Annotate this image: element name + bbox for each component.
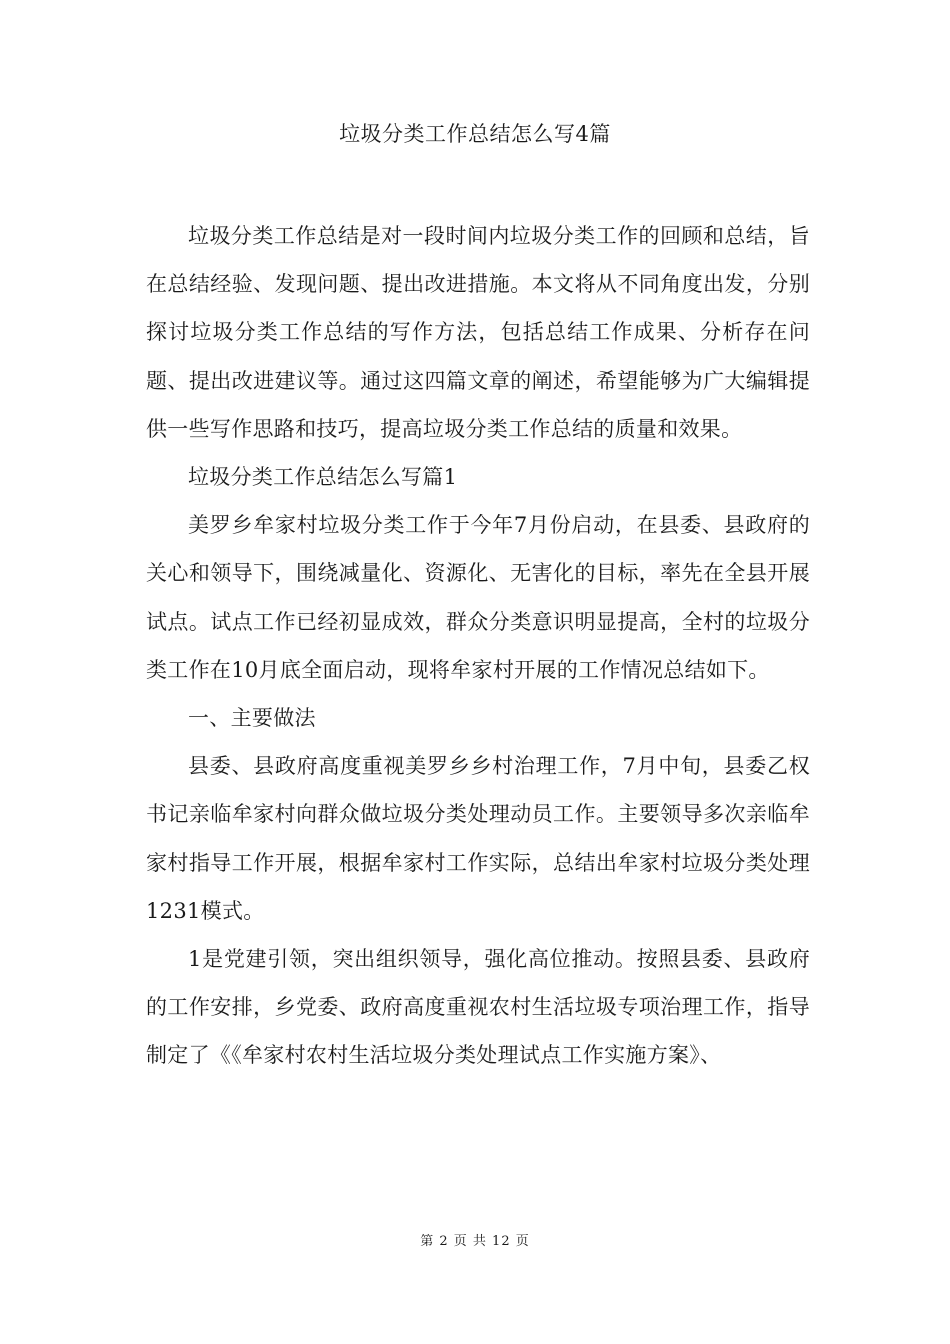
document-title: 垃圾分类工作总结怎么写4篇: [339, 122, 611, 146]
document-body: [146, 212, 810, 1080]
page-number-footer: 第 2 页 共 12 页: [420, 1234, 530, 1249]
subsection-heading: 一、主要做法: [188, 706, 316, 731]
intro-paragraph: 垃圾分类工作总结是对一段时间内垃圾分类工作的回顾和总结，旨在总结经验、发现问题、提出改进措施。本文将从不同角度出发，分别探讨垃圾分类工作总结的写作方法，包括总结工作成果、分析存在问题、提出改进建议等。通过这四篇文章的阐述，希望能够为广大编辑提供一些写作思路和技巧，提高垃圾分类工作总结的质量和效果。: [146, 224, 810, 441]
section-heading: 垃圾分类工作总结怎么写篇1: [188, 465, 458, 490]
body-paragraph: 美罗乡牟家村垃圾分类工作于今年7月份启动，在县委、县政府的关心和领导下，围绕减量化、资源化、无害化的目标，率先在全县开展试点。试点工作已经初显成效，群众分类意识明显提高，全村的垃圾分类工作在10月底全面启动，现将牟家村开展的工作情况总结如下。: [146, 513, 810, 682]
body-paragraph: 县委、县政府高度重视美罗乡乡村治理工作，7月中旬，县委乙权书记亲临牟家村向群众做垃圾分类处理动员工作。主要领导多次亲临牟家村指导工作开展，根据牟家村工作实际，总结出牟家村垃圾分类处理1231模式。: [146, 754, 810, 923]
body-paragraph: 1是党建引领，突出组织领导，强化高位推动。按照县委、县政府的工作安排，乡党委、政府高度重视农村生活垃圾专项治理工作，指导制定了《《牟家村农村生活垃圾分类处理试点工作实施方案》、: [146, 947, 810, 1068]
